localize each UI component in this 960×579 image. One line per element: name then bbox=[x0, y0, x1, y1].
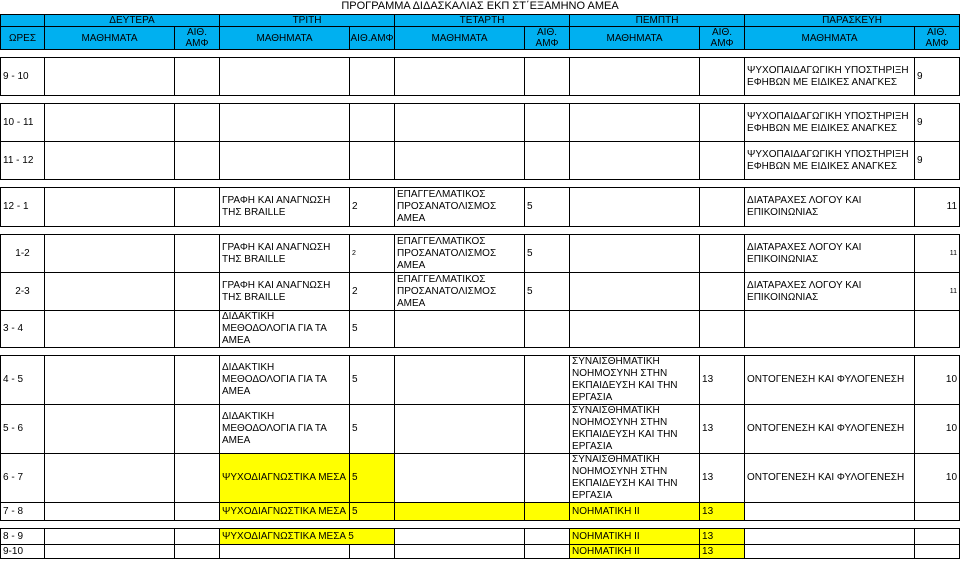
course-cell: ΓΡΑΦΗ ΚΑΙ ΑΝΑΓΝΩΣΗ ΤΗΣ BRAILLE bbox=[220, 235, 350, 273]
table-row bbox=[1, 356, 960, 405]
room-cell: 2 bbox=[350, 188, 395, 227]
course-cell: ΨΥΧΟΠΑΙΔΑΓΩΓΙΚΗ ΥΠΟΣΤΗΡΙΞΗ ΕΦΗΒΩΝ ΜΕ ΕΙΔΙΚΕΣ ΑΝΑΓΚΕΣ bbox=[745, 142, 915, 180]
room-cell: 10 bbox=[915, 454, 960, 503]
table-row bbox=[1, 405, 960, 454]
course-cell: ΔΙΔΑΚΤΙΚΗ ΜΕΘΟΔΟΛΟΓΙΑ ΓΙΑ ΤΑ ΑΜΕΑ bbox=[220, 311, 350, 348]
room-cell: 5 bbox=[525, 235, 570, 273]
day-tuesday: ΤΡΙΤΗ bbox=[220, 15, 395, 27]
room-cell: 9 bbox=[915, 142, 960, 180]
table-row bbox=[1, 545, 960, 559]
courses-header: ΜΑΘΗΜΑΤΑ bbox=[45, 27, 175, 50]
course-cell: ΨΥΧΟΔΙΑΓΝΩΣΤΙΚΑ ΜΕΣΑ bbox=[220, 454, 350, 503]
courses-header: ΜΑΘΗΜΑΤΑ bbox=[220, 27, 350, 50]
day-monday: ΔΕΥΤΕΡΑ bbox=[45, 15, 220, 27]
room-cell: 13 bbox=[700, 356, 745, 405]
table-row bbox=[1, 529, 960, 545]
course-cell: ΕΠΑΓΓΕΛΜΑΤΙΚΟΣ ΠΡΟΣΑΝΑΤΟΛΙΣΜΟΣ ΑΜΕΑ bbox=[395, 273, 525, 311]
room-cell: 5 bbox=[350, 311, 395, 348]
room-cell: 5 bbox=[350, 405, 395, 454]
room-cell: 13 bbox=[700, 405, 745, 454]
room-cell: 2 bbox=[350, 273, 395, 311]
course-cell: ΕΠΑΓΓΕΛΜΑΤΙΚΟΣ ΠΡΟΣΑΝΑΤΟΛΙΣΜΟΣ ΑΜΕΑ bbox=[395, 235, 525, 273]
room-cell: 5 bbox=[345, 530, 354, 542]
hours-header: ΩΡΕΣ bbox=[1, 27, 45, 50]
course-cell: ΓΡΑΦΗ ΚΑΙ ΑΝΑΓΝΩΣΗ ΤΗΣ BRAILLE bbox=[220, 273, 350, 311]
table-row bbox=[1, 104, 960, 142]
room-cell: 10 bbox=[915, 405, 960, 454]
room-header: ΑΙΘ.ΑΜΦ bbox=[350, 27, 395, 50]
time-cell: 1-2 bbox=[1, 235, 45, 273]
course-cell: ΝΟΗΜΑΤΙΚΗ ΙΙ bbox=[570, 503, 700, 521]
table-row bbox=[1, 142, 960, 180]
course-cell: ΟΝΤΟΓΕΝΕΣΗ ΚΑΙ ΦΥΛΟΓΕΝΕΣΗ bbox=[745, 405, 915, 454]
time-cell: 9-10 bbox=[1, 545, 45, 559]
course-cell: ΨΥΧΟΠΑΙΔΑΓΩΓΙΚΗ ΥΠΟΣΤΗΡΙΞΗ ΕΦΗΒΩΝ ΜΕ ΕΙΔΙΚΕΣ ΑΝΑΓΚΕΣ bbox=[745, 58, 915, 96]
time-cell: 6 - 7 bbox=[1, 454, 45, 503]
column-header-row bbox=[1, 27, 960, 50]
day-wednesday: ΤΕΤΑΡΤΗ bbox=[395, 15, 570, 27]
course-cell: ΟΝΤΟΓΕΝΕΣΗ ΚΑΙ ΦΥΛΟΓΕΝΕΣΗ bbox=[745, 454, 915, 503]
course-cell: ΨΥΧΟΔΙΑΓΝΩΣΤΙΚΑ ΜΕΣΑ 5 bbox=[220, 529, 395, 545]
time-cell: 12 - 1 bbox=[1, 188, 45, 227]
table-row bbox=[1, 188, 960, 227]
room-cell: 5 bbox=[350, 356, 395, 405]
room-header: ΑΙΘ. ΑΜΦ bbox=[700, 27, 745, 50]
room-header: ΑΙΘ. ΑΜΦ bbox=[175, 27, 220, 50]
courses-header: ΜΑΘΗΜΑΤΑ bbox=[745, 27, 915, 50]
room-header: ΑΙΘ. ΑΜΦ bbox=[915, 27, 960, 50]
course-cell: ΓΡΑΦΗ ΚΑΙ ΑΝΑΓΝΩΣΗ ΤΗΣ BRAILLE bbox=[220, 188, 350, 227]
room-header: ΑΙΘ. ΑΜΦ bbox=[525, 27, 570, 50]
room-cell: 13 bbox=[700, 503, 745, 521]
room-cell: 13 bbox=[700, 529, 745, 545]
table-row bbox=[1, 235, 960, 273]
table-row bbox=[1, 454, 960, 503]
time-cell: 4 - 5 bbox=[1, 356, 45, 405]
day-header-row bbox=[1, 15, 960, 27]
table-row bbox=[1, 273, 960, 311]
room-cell: 5 bbox=[350, 454, 395, 503]
room-cell: 10 bbox=[915, 356, 960, 405]
room-cell: 5 bbox=[525, 188, 570, 227]
timetable bbox=[0, 14, 960, 559]
course-cell: ΣΥΝΑΙΣΘΗΜΑΤΙΚΗ ΝΟΗΜΟΣΥΝΗ ΣΤΗΝ ΕΚΠΑΙΔΕΥΣΗ ΚΑΙ ΤΗΝ ΕΡΓΑΣΙΑ bbox=[570, 405, 700, 454]
course-cell: ΔΙΔΑΚΤΙΚΗ ΜΕΘΟΔΟΛΟΓΙΑ ΓΙΑ ΤΑ ΑΜΕΑ bbox=[220, 356, 350, 405]
room-cell: 2 bbox=[350, 235, 395, 273]
time-cell: 8 - 9 bbox=[1, 529, 45, 545]
course-cell: ΕΠΑΓΓΕΛΜΑΤΙΚΟΣ ΠΡΟΣΑΝΑΤΟΛΙΣΜΟΣ ΑΜΕΑ bbox=[395, 188, 525, 227]
time-cell: 7 - 8 bbox=[1, 503, 45, 521]
course-cell: ΝΟΗΜΑΤΙΚΗ ΙΙ bbox=[570, 529, 700, 545]
table-row bbox=[1, 311, 960, 348]
day-friday: ΠΑΡΑΣΚΕΥΗ bbox=[745, 15, 960, 27]
time-cell: 2-3 bbox=[1, 273, 45, 311]
room-cell: 11 bbox=[915, 273, 960, 311]
course-cell: ΨΥΧΟΠΑΙΔΑΓΩΓΙΚΗ ΥΠΟΣΤΗΡΙΞΗ ΕΦΗΒΩΝ ΜΕ ΕΙΔΙΚΕΣ ΑΝΑΓΚΕΣ bbox=[745, 104, 915, 142]
day-thursday: ΠΕΜΠΤΗ bbox=[570, 15, 745, 27]
course-cell: ΣΥΝΑΙΣΘΗΜΑΤΙΚΗ ΝΟΗΜΟΣΥΝΗ ΣΤΗΝ ΕΚΠΑΙΔΕΥΣΗ ΚΑΙ ΤΗΝ ΕΡΓΑΣΙΑ bbox=[570, 356, 700, 405]
time-cell: 11 - 12 bbox=[1, 142, 45, 180]
room-cell: 9 bbox=[915, 104, 960, 142]
room-cell: 5 bbox=[350, 503, 395, 521]
room-cell: 11 bbox=[915, 188, 960, 227]
course-cell: ΔΙΑΤΑΡΑΧΕΣ ΛΟΓΟΥ ΚΑΙ ΕΠΙΚΟΙΝΩΝΙΑΣ bbox=[745, 273, 915, 311]
room-cell: 5 bbox=[525, 273, 570, 311]
course-cell: ΣΥΝΑΙΣΘΗΜΑΤΙΚΗ ΝΟΗΜΟΣΥΝΗ ΣΤΗΝ ΕΚΠΑΙΔΕΥΣΗ ΚΑΙ ΤΗΝ ΕΡΓΑΣΙΑ bbox=[570, 454, 700, 503]
table-row bbox=[1, 503, 960, 521]
courses-header: ΜΑΘΗΜΑΤΑ bbox=[395, 27, 525, 50]
course-cell: ΟΝΤΟΓΕΝΕΣΗ ΚΑΙ ΦΥΛΟΓΕΝΕΣΗ bbox=[745, 356, 915, 405]
course-cell: ΝΟΗΜΑΤΙΚΗ ΙΙ bbox=[570, 545, 700, 559]
courses-header: ΜΑΘΗΜΑΤΑ bbox=[570, 27, 700, 50]
room-cell: 11 bbox=[915, 235, 960, 273]
table-row bbox=[1, 58, 960, 96]
page-title: ΠΡΟΓΡΑΜΜΑ ΔΙΔΑΣΚΑΛΙΑΣ ΕΚΠ ΣΤ΄ΕΞΑΜΗΝΟ ΑΜΕΑ bbox=[341, 0, 619, 12]
course-cell: ΔΙΑΤΑΡΑΧΕΣ ΛΟΓΟΥ ΚΑΙ ΕΠΙΚΟΙΝΩΝΙΑΣ bbox=[745, 188, 915, 227]
time-cell: 5 - 6 bbox=[1, 405, 45, 454]
time-cell: 3 - 4 bbox=[1, 311, 45, 348]
room-cell: 13 bbox=[700, 545, 745, 559]
course-cell: ΔΙΑΤΑΡΑΧΕΣ ΛΟΓΟΥ ΚΑΙ ΕΠΙΚΟΙΝΩΝΙΑΣ bbox=[745, 235, 915, 273]
course-cell: ΨΥΧΟΔΙΑΓΝΩΣΤΙΚΑ ΜΕΣΑ bbox=[220, 503, 350, 521]
room-cell: 9 bbox=[915, 58, 960, 96]
course-cell: ΔΙΔΑΚΤΙΚΗ ΜΕΘΟΔΟΛΟΓΙΑ ΓΙΑ ΤΑ ΑΜΕΑ bbox=[220, 405, 350, 454]
room-cell: 13 bbox=[700, 454, 745, 503]
time-cell: 9 - 10 bbox=[1, 58, 45, 96]
time-cell: 10 - 11 bbox=[1, 104, 45, 142]
